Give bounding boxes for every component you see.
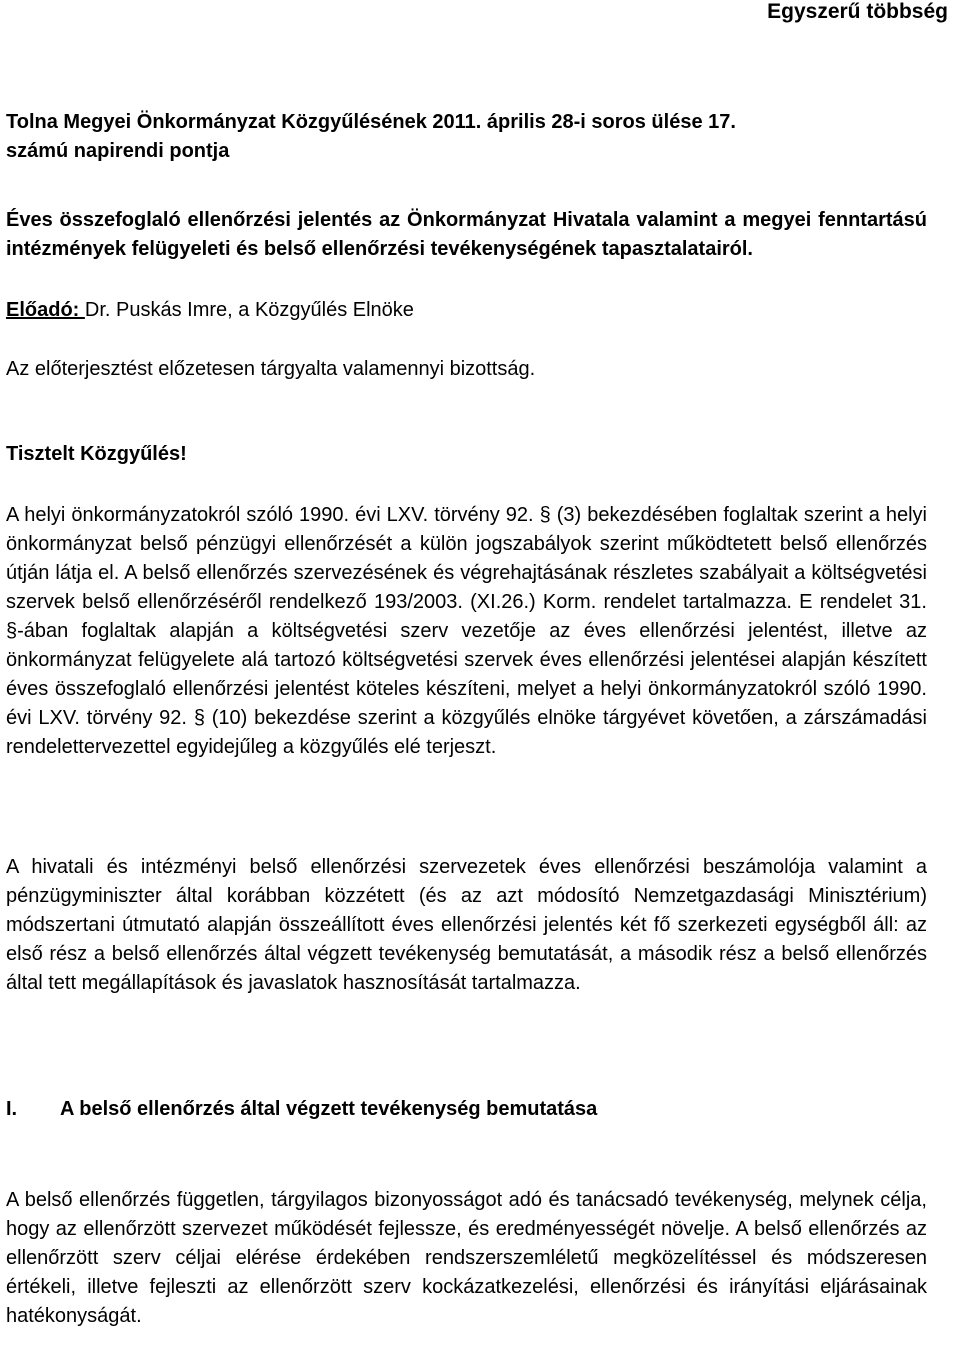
paragraph-internal-audit-definition [6, 1186, 927, 1331]
committee-note: Az előterjesztést előzetesen tárgyalta valamennyi bizottság. [6, 358, 536, 380]
agenda-subject [6, 206, 927, 264]
paragraph-2-text: A hivatali és intézményi belső ellenőrzési szervezetek éves ellenőrzési beszámolója valamint a pénzügyminiszter által korábban közzétett (és az azt módosító Nemzetgazdasági Minisztérium) módszertani útmutató alapján összeállított éves ellenőrzési jelentés két fő szerkezeti egységből áll: az első rész a belső ellenőrzés által végzett tevékenység bemutatását, a második rész a belső ellenőrzés által tett megállapítások és javaslatok hasznosítását tartalmazza. [6, 856, 927, 994]
salutation: Tisztelt Közgyűlés! [6, 443, 187, 465]
section-title: A belső ellenőrzés által végzett tevékenység bemutatása [60, 1098, 598, 1120]
presenter-line [6, 296, 927, 325]
agenda-title [6, 108, 927, 166]
presenter-label: Előadó: [6, 299, 85, 321]
majority-label: Egyszerű többség [767, 0, 948, 23]
presenter-name: Dr. Puskás Imre, a Közgyűlés Elnöke [84, 299, 414, 321]
paragraph-legal-basis [6, 501, 927, 762]
agenda-title-line-2: számú napirendi pontja [6, 140, 230, 162]
paragraph-report-structure [6, 853, 927, 998]
agenda-subject-text: Éves összefoglaló ellenőrzési jelentés az Önkormányzat Hivatala valamint a megyei fenntartású intézmények felügyeleti és belső ellenőrzési tevékenységének tapasztalatairól. [6, 209, 927, 260]
agenda-title-line-1: Tolna Megyei Önkormányzat Közgyűlésének 2011. április 28-i soros ülése 17. [6, 111, 736, 133]
paragraph-3-text: A belső ellenőrzés független, tárgyilagos bizonyosságot adó és tanácsadó tevékenység, melynek célja, hogy az ellenőrzött szervezet működését fejlessze, és eredményességét növelje. A belső ellenőrzés az ellenőrzött szerv céljai elérése érdekében rendszerszemléletű megközelítéssel és módszeresen értékeli, illetve fejleszti az ellenőrzött szerv kockázatkezelési, ellenőrzési és irányítási eljárásainak hatékonyságát. [6, 1189, 927, 1327]
paragraph-1-text: A helyi önkormányzatokról szóló 1990. évi LXV. törvény 92. § (3) bekezdésében foglaltak szerint a helyi önkormányzat belső pénzügyi ellenőrzését a külön jogszabályok szerint működtetett belső ellenőrzés útján látja el. A belső ellenőrzés szervezésének és végrehajtásának részletes szabályait a költségvetési szervek belső ellenőrzéséről rendelkező 193/2003. (XI.26.) Korm. rendelet tartalmazza. E rendelet 31. §-ában foglaltak alapján a költségvetési szerv vezetője az éves ellenőrzési jelentést, illetve az önkormányzat felügyelete alá tartozó költségvetési szervek éves ellenőrzési jelentései alapján készített éves összefoglaló ellenőrzési jelentést köteles készíteni, melyet a helyi önkormányzatokról szóló 1990. évi LXV. törvény 92. § (10) bekezdése szerint a közgyűlés elnöke tárgyévet követően, a zárszámadási rendelettervezettel egyidejűleg a közgyűlés elé terjeszt. [6, 504, 927, 758]
section-number: I. [6, 1098, 18, 1120]
section-heading [6, 1095, 927, 1124]
